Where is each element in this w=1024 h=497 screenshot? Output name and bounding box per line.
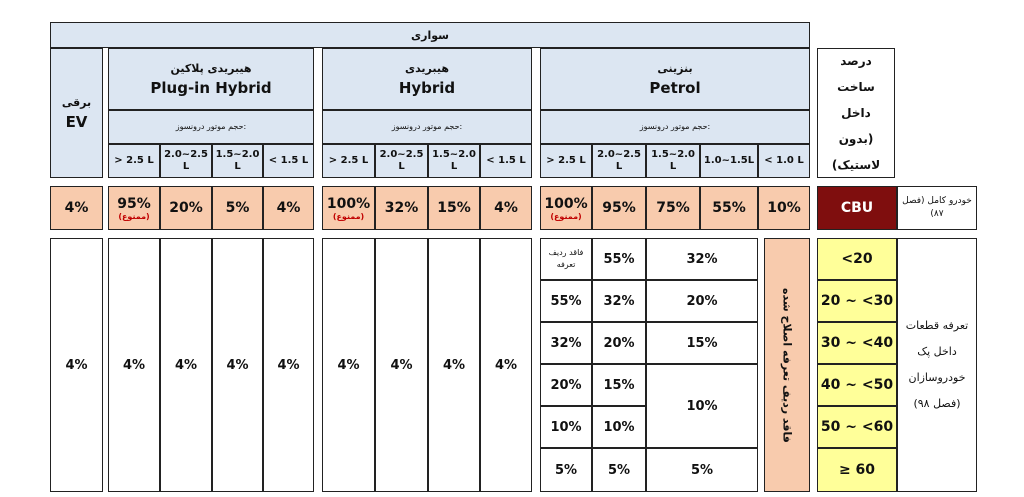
range-cell: <20 <box>817 238 897 280</box>
ckd-phev-value: 4% <box>212 238 263 492</box>
petrol-rate: 20% <box>592 322 646 364</box>
petrol-rate: 10% <box>592 406 646 448</box>
phev-header-fa: هیبریدی پلاکین <box>170 61 252 75</box>
cbu-phev-value: 95% <box>117 195 151 212</box>
cbu-petrol-value: 100% <box>544 195 588 212</box>
petrol-rate: 55% <box>592 238 646 280</box>
petrol-rate: 5% <box>592 448 646 492</box>
cbu-petrol-value: 10% <box>758 186 810 230</box>
petrol-header-fa: بنزینی <box>657 61 693 75</box>
phev-header <box>108 48 314 110</box>
cbu-petrol-value: 55% <box>700 186 758 230</box>
petrol-rate: 32% <box>592 280 646 322</box>
banned-label: (ممنوع) <box>118 211 150 221</box>
ckd-phev-value: 4% <box>263 238 314 492</box>
range-cell: ≥ 60 <box>817 448 897 492</box>
side-label: درصد ساخت داخل (بدون لاستیک) <box>817 48 895 178</box>
phev-size: < 1.5 L <box>263 144 314 178</box>
hybrid-size: 1.5~2.0 L <box>428 144 480 178</box>
banned-label: (ممنوع) <box>550 211 582 221</box>
hybrid-header <box>322 48 532 110</box>
hybrid-size: > 2.5 L <box>322 144 375 178</box>
ckd-ev: 4% <box>50 238 103 492</box>
petrol-rate: 15% <box>592 364 646 406</box>
cbu-badge: CBU <box>817 186 897 230</box>
petrol-header <box>540 48 810 110</box>
petrol-rate: 5% <box>540 448 592 492</box>
petrol-size: 1.5~2.0 L <box>646 144 700 178</box>
cbu-phev-value: 4% <box>263 186 314 230</box>
ckd-hybrid-value: 4% <box>428 238 480 492</box>
petrol-rate: 32% <box>646 238 758 280</box>
no-tariff-cell: فاقد ردیف تعرفه <box>540 238 592 280</box>
cbu-label: خودرو کامل (فصل ۸۷) <box>897 186 977 230</box>
phev-size: 2.0~2.5 L <box>160 144 212 178</box>
range-cell: 20 ~ <30 <box>817 280 897 322</box>
hybrid-engine-label: حجم موتور درونسوز: <box>322 110 532 144</box>
ckd-hybrid-value: 4% <box>480 238 532 492</box>
range-cell: 30 ~ <40 <box>817 322 897 364</box>
petrol-header-en: Petrol <box>649 78 701 97</box>
header-top: سواری <box>50 22 810 48</box>
cbu-hybrid-value: 100% <box>326 195 371 212</box>
phev-engine-label: حجم موتور درونسوز: <box>108 110 314 144</box>
cbu-hybrid-value: 15% <box>428 186 480 230</box>
petrol-rate: 55% <box>540 280 592 322</box>
parts-tariff-label: تعرفه قطعات داخل پک خودروسازان (فصل ۹۸) <box>897 238 977 492</box>
cbu-phev-value: 20% <box>160 186 212 230</box>
hybrid-header-en: Hybrid <box>398 78 456 97</box>
hybrid-size: < 1.5 L <box>480 144 532 178</box>
petrol-size: 2.0~2.5 L <box>592 144 646 178</box>
petrol-rate: 15% <box>646 322 758 364</box>
range-cell: 40 ~ <50 <box>817 364 897 406</box>
cbu-phev-value: 5% <box>212 186 263 230</box>
phev-size: > 2.5 L <box>108 144 160 178</box>
ckd-phev-value: 4% <box>108 238 160 492</box>
petrol-rate: 20% <box>540 364 592 406</box>
ev-header-en: EV <box>65 112 88 131</box>
phev-size: 1.5~2.0 L <box>212 144 263 178</box>
cbu-petrol-cell <box>540 186 592 230</box>
cbu-hybrid-value: 4% <box>480 186 532 230</box>
cbu-petrol-value: 95% <box>592 186 646 230</box>
petrol-size: < 1.0 L <box>758 144 810 178</box>
hybrid-header-fa: هیبریدی <box>404 61 450 75</box>
petrol-rate: 5% <box>646 448 758 492</box>
ev-header <box>50 48 103 178</box>
ckd-hybrid-value: 4% <box>375 238 428 492</box>
petrol-rate: 20% <box>646 280 758 322</box>
phev-header-en: Plug-in Hybrid <box>150 78 272 97</box>
petrol-rate: 10% <box>540 406 592 448</box>
no-tariff-vertical <box>764 238 810 492</box>
range-cell: 50 ~ <60 <box>817 406 897 448</box>
banned-label: (ممنوع) <box>332 211 365 221</box>
petrol-size: > 2.5 L <box>540 144 592 178</box>
no-tariff-vertical-text: فاقد ردیف تعرفه اصلاح شده <box>780 287 794 443</box>
petrol-engine-label: حجم موتور درونسوز: <box>540 110 810 144</box>
cbu-phev-cell <box>108 186 160 230</box>
ckd-hybrid-value: 4% <box>322 238 375 492</box>
hybrid-size: 2.0~2.5 L <box>375 144 428 178</box>
ev-header-fa: برقی <box>61 95 92 109</box>
cbu-hybrid-value: 32% <box>375 186 428 230</box>
cbu-petrol-value: 75% <box>646 186 700 230</box>
ckd-phev-value: 4% <box>160 238 212 492</box>
cbu-ev: 4% <box>50 186 103 230</box>
petrol-size: 1.0~1.5L <box>700 144 758 178</box>
petrol-rate-merged: 10% <box>646 364 758 448</box>
petrol-rate: 32% <box>540 322 592 364</box>
cbu-hybrid-cell <box>322 186 375 230</box>
